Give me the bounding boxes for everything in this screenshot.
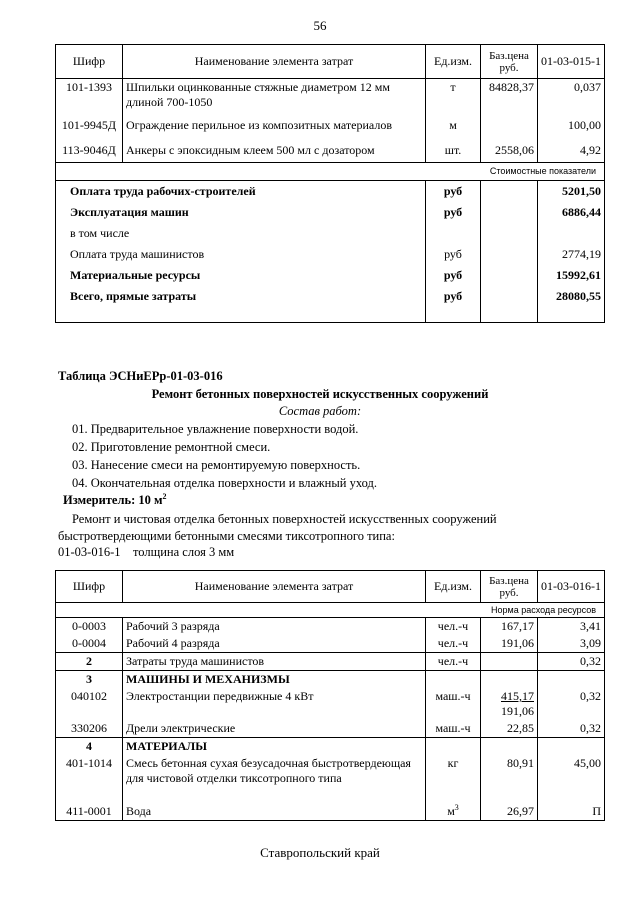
summary-unit: руб [426,181,481,203]
table-row [56,720,605,738]
summary-value: 28080,55 [538,286,605,322]
header-unit: Ед.изм. [426,45,481,79]
row-unit: шт. [426,137,481,163]
row-price-secondary: 191,06 [501,704,534,718]
row-name: Дрели электрические [123,720,426,738]
row-price: 84828,37 [481,79,538,113]
row-price [481,653,538,671]
row-code: 2 [56,653,123,671]
row-name: Затраты труда машинистов [123,653,426,671]
header-price: Баз.цена руб. [481,45,538,79]
row-code: 040102 [56,688,123,720]
row-code: 101-9945Д [56,113,123,137]
row-code: 113-9046Д [56,137,123,163]
table-header-row [56,45,605,79]
header-code: Шифр [56,571,123,603]
row-price-cell [481,688,538,720]
row-unit: маш.-ч [426,688,481,720]
summary-unit: руб [426,286,481,322]
summary-unit: руб [426,202,481,223]
row-name: МАТЕРИАЛЫ [123,738,426,756]
summary-label: Всего, прямые затраты [56,286,426,322]
header-unit: Ед.изм. [426,571,481,603]
row-name: МАШИНЫ И МЕХАНИЗМЫ [123,671,426,689]
footer-region: Ставропольский край [260,845,380,860]
work-item: 04. Окончательная отделка поверхности и влажный уход. [72,476,377,490]
table-row [56,653,605,671]
header-norm: 01-03-015-1 [538,45,605,79]
summary-row [56,181,605,203]
header-code: Шифр [56,45,123,79]
header-name: Наименование элемента затрат [123,45,426,79]
row-code: 330206 [56,720,123,738]
row-price: 191,06 [481,635,538,653]
summary-value: 5201,50 [538,181,605,203]
section-row [56,671,605,689]
row-unit-cell [426,803,481,821]
work-item: 01. Предварительное увлажнение поверхности водой. [72,422,359,436]
row-price: 80,91 [481,755,538,803]
norm-header: Норма расхода ресурсов [56,603,605,618]
page-number: 56 [313,18,327,33]
row-name: Ограждение перильное из композитных материалов [123,113,426,137]
summary-label: в том числе [56,223,426,244]
row-code: 0-0004 [56,635,123,653]
row-price: 167,17 [481,618,538,636]
row-unit: кг [426,755,481,803]
row-name: Рабочий 3 разряда [123,618,426,636]
section-title: Ремонт бетонных поверхностей искусственных сооружений [151,387,489,401]
summary-unit: руб [426,265,481,286]
summary-value: 2774,19 [538,244,605,265]
work-item: 02. Приготовление ремонтной смеси. [72,440,271,454]
row-value: 0,32 [538,720,605,738]
table-row [56,137,605,163]
row-code: 401-1014 [56,755,123,803]
row-unit: м [447,804,455,818]
row-name: Смесь бетонная сухая безусадочная быстротвердеющая для чистовой отделки тиксотропного типа [123,755,426,803]
table-row [56,79,605,113]
composition-title: Состав работ: [278,404,362,418]
row-code: 411-0001 [56,803,123,821]
summary-label: Материальные ресурсы [56,265,426,286]
row-value: 3,09 [538,635,605,653]
summary-row [56,265,605,286]
cost-header: Стоимостные показатели [56,163,605,181]
summary-row [56,244,605,265]
row-unit: маш.-ч [426,720,481,738]
row-code: 3 [56,671,123,689]
summary-value: 6886,44 [538,202,605,223]
section-row [56,738,605,756]
table-label: Таблица ЭСНиЕРр-01-03-016 [58,369,223,383]
meter-text: Измеритель: 10 м [63,493,163,507]
row-value: 4,92 [538,137,605,163]
row-unit: чел.-ч [426,635,481,653]
row-price: 2558,06 [481,137,538,163]
row-value: 100,00 [538,113,605,137]
row-price: 415,17 [501,689,534,703]
row-unit: чел.-ч [426,653,481,671]
description-line: быстротвердеющими бетонными смесями тиксотропного типа: [58,529,395,543]
row-price: 22,85 [481,720,538,738]
summary-value: 15992,61 [538,265,605,286]
meter-sup: 2 [162,491,167,501]
row-name: Электростанции передвижные 4 кВт [123,688,426,720]
resource-table-015 [55,44,605,323]
row-value: П [538,803,605,821]
summary-row [56,286,605,322]
row-value: 0,32 [538,688,605,720]
work-item: 03. Нанесение смеси на ремонтируемую поверхность. [72,458,361,472]
row-unit: м [426,113,481,137]
row-code: 4 [56,738,123,756]
row-unit-sup: 3 [454,803,459,812]
summary-unit: руб [426,244,481,265]
row-value: 3,41 [538,618,605,636]
cost-summary [56,181,605,323]
summary-label: Эксплуатация машин [56,202,426,223]
resource-table-016 [55,570,605,821]
table-row [56,755,605,803]
meter [63,493,167,508]
row-name: Вода [123,803,426,821]
cost-header-row [56,163,605,181]
row-name: Анкеры с эпоксидным клеем 500 мл с дозатором [123,137,426,163]
summary-row [56,223,605,244]
header-name: Наименование элемента затрат [123,571,426,603]
table-row [56,803,605,821]
table-row [56,688,605,720]
header-price: Баз.цена руб. [481,571,538,603]
variant-label: 01-03-016-1 толщина слоя 3 мм [58,545,235,559]
row-name: Шпильки оцинкованные стяжные диаметром 12 мм длиной 700-1050 [123,79,426,113]
description-line: Ремонт и чистовая отделка бетонных поверхностей искусственных сооружений [72,512,497,526]
table-row [56,618,605,636]
table-header-row [56,571,605,603]
row-code: 0-0003 [56,618,123,636]
header-norm: 01-03-016-1 [538,571,605,603]
row-value: 45,00 [538,755,605,803]
summary-row [56,202,605,223]
row-price: 26,97 [481,803,538,821]
row-unit: т [426,79,481,113]
row-price [481,113,538,137]
row-unit: чел.-ч [426,618,481,636]
summary-label: Оплата труда машинистов [56,244,426,265]
summary-label: Оплата труда рабочих-строителей [56,181,426,203]
row-value: 0,32 [538,653,605,671]
row-value: 0,037 [538,79,605,113]
table-row [56,113,605,137]
norm-header-row [56,603,605,618]
row-name: Рабочий 4 разряда [123,635,426,653]
row-code: 101-1393 [56,79,123,113]
table-row [56,635,605,653]
